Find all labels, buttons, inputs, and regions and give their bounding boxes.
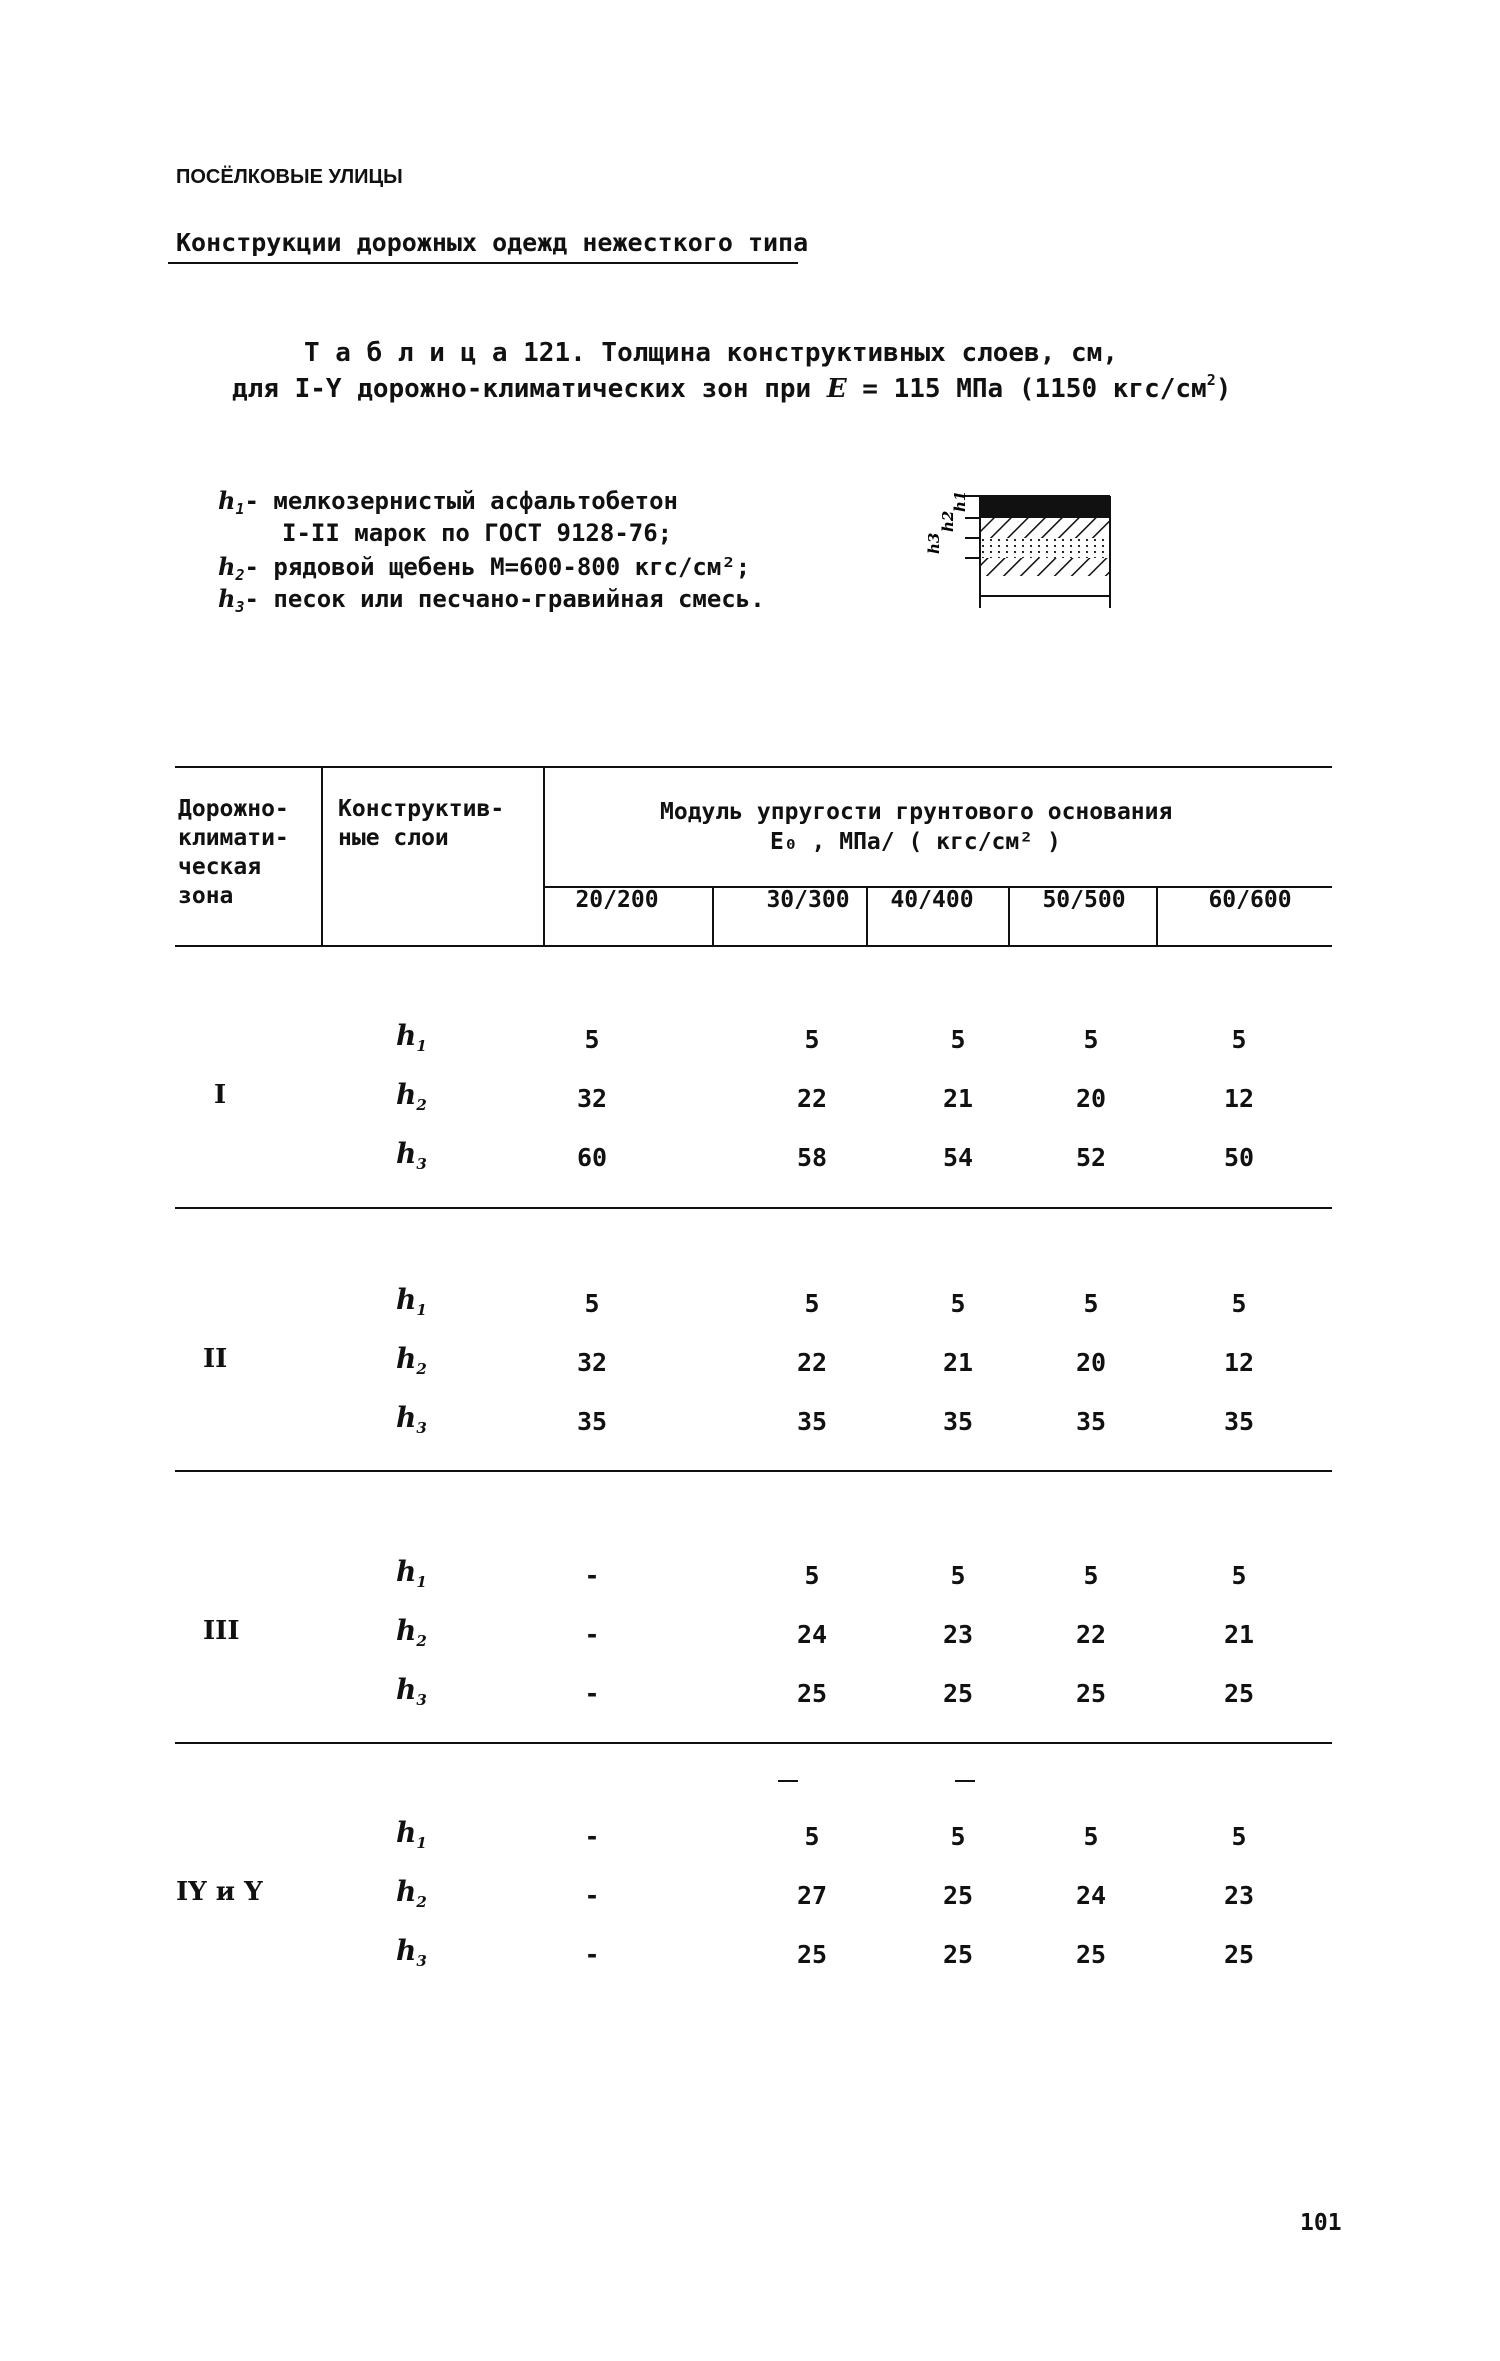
diagram-layer-h2	[980, 518, 1110, 538]
zone-separator-1	[175, 1207, 1332, 1209]
table-cell: 35	[1075, 1407, 1107, 1436]
table-cell: 12	[1223, 1348, 1255, 1377]
table-cell: 22	[796, 1348, 828, 1377]
table-cell: 5	[1083, 1025, 1099, 1054]
table-cell: 5	[1231, 1289, 1247, 1318]
table-cell: -	[584, 1822, 600, 1851]
table-cell: 35	[796, 1407, 828, 1436]
table-cell: 5	[950, 1561, 966, 1590]
diagram-label-h1: h1	[951, 490, 969, 512]
table-cell: 5	[804, 1822, 820, 1851]
legend-item-h1-cont: I-II марок по ГОСТ 9128-76;	[282, 519, 673, 547]
table-vline-1	[321, 766, 323, 946]
column-header-60-600: 60/600	[1208, 887, 1292, 913]
page-number: 101	[1300, 2210, 1342, 2236]
table-cell: 25	[796, 1940, 828, 1969]
table-cell: 21	[942, 1348, 974, 1377]
column-header-20-200: 20/200	[575, 887, 659, 913]
column-header-40-400: 40/400	[890, 887, 974, 913]
table-cell: 25	[942, 1940, 974, 1969]
table-cell: 27	[796, 1881, 828, 1910]
legend-item-h3: $h_3-$ песок или песчано-гравийная смесь.	[218, 584, 765, 616]
legend-item-h2: $h_2-$ рядовой щебень М=600-800 кгс/см²;	[218, 552, 751, 584]
table-cell: 5	[1083, 1289, 1099, 1318]
table-cell: 35	[576, 1407, 608, 1436]
zone-label: III	[203, 1616, 240, 1646]
zone-separator-3	[175, 1742, 1332, 1744]
subtitle-underline	[168, 262, 798, 264]
diagram-layer-h3	[980, 538, 1110, 558]
table-vline-3	[712, 886, 714, 946]
diagram-label-h3: h3	[925, 532, 943, 554]
table-cell: 5	[1083, 1822, 1099, 1851]
table-cell: -	[584, 1620, 600, 1649]
table-cell: 24	[1075, 1881, 1107, 1910]
layer-symbol: $h_1$	[396, 1283, 427, 1319]
table-cell: 60	[576, 1143, 608, 1172]
table-cell: 22	[1075, 1620, 1107, 1649]
table-cell: 25	[1223, 1940, 1255, 1969]
table-cell: 25	[942, 1881, 974, 1910]
zone-label: I	[214, 1080, 227, 1110]
layer-symbol: $h_2$	[396, 1342, 427, 1378]
diagram-layer-h1	[980, 496, 1110, 518]
zone-label: IY и Y	[176, 1877, 263, 1907]
table-cell: 5	[804, 1289, 820, 1318]
table-cell: 5	[804, 1025, 820, 1054]
table-vline-2	[543, 766, 545, 946]
table-cell: 20	[1075, 1084, 1107, 1113]
legend-item-h1: $h_1-$ мелкозернистый асфальтобетон	[218, 486, 678, 518]
table-cell: 5	[1083, 1561, 1099, 1590]
table-header-modulus-line1: Модуль упругости грунтового основания	[660, 799, 1173, 825]
table-cell: -	[584, 1881, 600, 1910]
layer-symbol: $h_3$	[396, 1673, 427, 1709]
layer-symbol: $h_1$	[396, 1019, 427, 1055]
table-cell: 5	[804, 1561, 820, 1590]
table-caption-line2: для I-Y дорожно-климатических зон при E = 115 МПа (1150 кгс/$см^2$)	[232, 371, 1232, 404]
layer-symbol: $h_2$	[396, 1875, 427, 1911]
table-cell: 5	[950, 1822, 966, 1851]
table-cell: 5	[1231, 1822, 1247, 1851]
table-cell: 35	[1223, 1407, 1255, 1436]
table-cell: -	[584, 1940, 600, 1969]
table-header-bottom-rule	[175, 945, 1332, 947]
column-header-50-500: 50/500	[1042, 887, 1126, 913]
layer-symbol: $h_3$	[396, 1137, 427, 1173]
layer-symbol: $h_3$	[396, 1934, 427, 1970]
table-cell: 22	[796, 1084, 828, 1113]
table-cell: 23	[1223, 1881, 1255, 1910]
diagram-subgrade-hatch	[980, 558, 1110, 576]
table-top-rule	[175, 766, 1332, 768]
table-cell: 21	[1223, 1620, 1255, 1649]
table-cell: 50	[1223, 1143, 1255, 1172]
pavement-layers-diagram	[925, 484, 1195, 614]
table-cell: 52	[1075, 1143, 1107, 1172]
table-cell: 25	[796, 1679, 828, 1708]
table-cell: 5	[950, 1289, 966, 1318]
table-caption-line1: Т а б л и ц а 121. Толщина конструктивных слоев, см,	[304, 338, 1118, 368]
table-cell: 32	[576, 1084, 608, 1113]
mark-above-30-300	[778, 1780, 798, 1782]
section-title: ПОСЁЛКОВЫЕ УЛИЦЫ	[176, 166, 403, 188]
layer-symbol: $h_2$	[396, 1614, 427, 1650]
diagram-label-h2: h2	[939, 510, 957, 532]
table-header-modulus-line2: E₀ , МПа/ ( кгс/см² )	[770, 829, 1061, 855]
zone-separator-2	[175, 1470, 1332, 1472]
table-vline-6	[1156, 886, 1158, 946]
table-cell: 24	[796, 1620, 828, 1649]
table-cell: 21	[942, 1084, 974, 1113]
table-cell: 5	[1231, 1561, 1247, 1590]
table-cell: 35	[942, 1407, 974, 1436]
mark-above-40-400	[955, 1780, 975, 1782]
table-cell: 25	[942, 1679, 974, 1708]
table-cell: -	[584, 1679, 600, 1708]
table-cell: 32	[576, 1348, 608, 1377]
table-header-zone: Дорожно- климати- ческая зона	[178, 796, 289, 909]
table-cell: 25	[1075, 1940, 1107, 1969]
table-cell: 25	[1223, 1679, 1255, 1708]
table-cell: -	[584, 1561, 600, 1590]
table-vline-5	[1008, 886, 1010, 946]
table-cell: 25	[1075, 1679, 1107, 1708]
table-cell: 23	[942, 1620, 974, 1649]
zone-label: II	[203, 1344, 228, 1374]
table-cell: 5	[950, 1025, 966, 1054]
layer-symbol: $h_3$	[396, 1401, 427, 1437]
layer-symbol: $h_2$	[396, 1078, 427, 1114]
table-cell: 5	[584, 1025, 600, 1054]
table-cell: 58	[796, 1143, 828, 1172]
table-cell: 12	[1223, 1084, 1255, 1113]
table-cell: 20	[1075, 1348, 1107, 1377]
table-cell: 5	[584, 1289, 600, 1318]
table-cell: 54	[942, 1143, 974, 1172]
table-header-layers: Конструктив- ные слои	[338, 796, 505, 851]
layer-symbol: $h_1$	[396, 1555, 427, 1591]
page-subtitle: Конструкции дорожных одежд нежесткого типа	[176, 228, 809, 257]
column-header-30-300: 30/300	[766, 887, 850, 913]
table-cell: 5	[1231, 1025, 1247, 1054]
layer-symbol: $h_1$	[396, 1816, 427, 1852]
